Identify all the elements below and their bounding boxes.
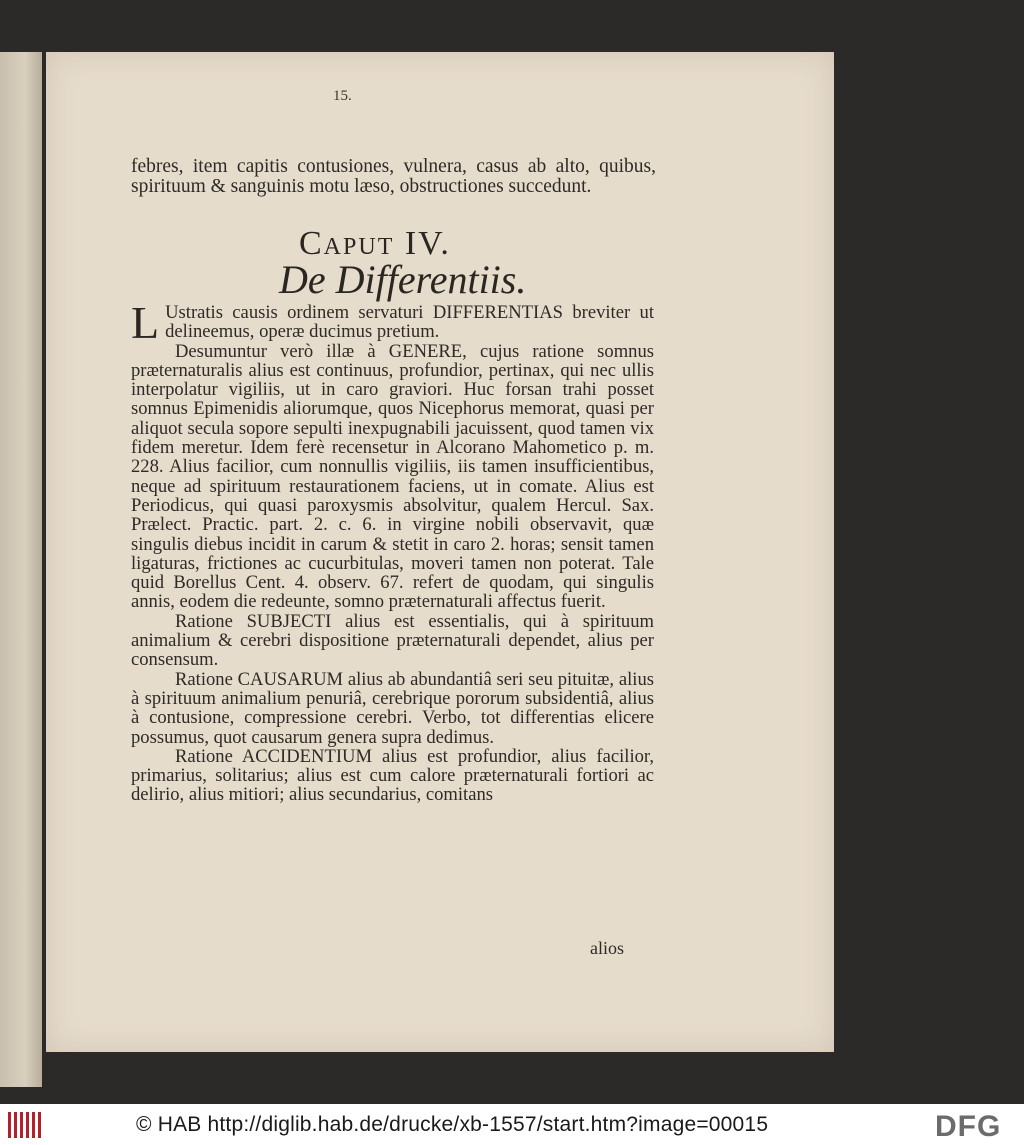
catchword: alios — [590, 938, 624, 958]
page-number: 15. — [333, 88, 352, 104]
paragraph-causarum: Ratione CAUSARUM alius ab abundantiâ seri seu pituitæ, alius à spirituum animalium penuriâ, cerebrique pororum subsidentiâ, alius à contusione, compressione cerebri. Verbo, tot differentias elicere possumus, quot causarum genera supra dedimus. — [131, 668, 654, 748]
drop-cap: L — [131, 297, 160, 348]
paragraph-intro: L Ustratis causis ordinem servaturi DIFFERENTIAS breviter ut delineemus, operæ ducimus pretium. — [131, 297, 654, 348]
adjacent-page-edge — [0, 52, 42, 1087]
dfg-logo: DFG — [935, 1110, 1002, 1143]
chapter-body — [131, 297, 654, 806]
paragraph-genere: Desumuntur verò illæ à GENERE, cujus ratione somnus præternaturalis alius est continuus, profundior, pertinax, qui nec ullis interpolatur vigiliis, ut in caro graviori. Huc forsan trahi posset somnus Epimenidis aliorumque, quos Nicephorus memorat, quasi per aliquot secula sopore sepulti inexpugnabili jacuissent, quod tamen vix fidem meretur. Idem ferè recensetur in Alcorano Mahometico p. m. 228. Alius facilior, cum nonnullis vigiliis, iis tamen insufficientibus, neque ad spirituum restaurationem faciens, ut in comate. Alius est Periodicus, qui quasi paroxysmis absolvitur, qualem Hercul. Sax. Prælect. Practic. part. 2. c. 6. in virgine nobili observavit, quæ singulis diebus incidit in carum & stetit in caro 2. horas; sensit tamen ligaturas, frictiones ac cucurbitulas, moveri tamen non poterat. Tale quid Borellus Cent. 4. observ. 67. refert de quodam, qui singulis annis, eodem die redeunte, somno præternaturali affectus fuerit. — [131, 340, 654, 613]
chapter-heading: Caput IV. — [299, 225, 451, 262]
paragraph-subjecti: Ratione SUBJECTI alius est essentialis, qui à spirituum animalium & cerebri dispositione præternaturali dependet, alius per consensum. — [131, 610, 654, 671]
hab-logo-icon — [6, 1110, 46, 1140]
footer-bar — [0, 1104, 1024, 1145]
chapter-subheading: De Differentiis. — [279, 257, 527, 302]
source-credit-link[interactable]: © HAB http://diglib.hab.de/drucke/xb-1557/start.htm?image=00015 — [136, 1113, 769, 1136]
paragraph-accidentium: Ratione ACCIDENTIUM alius est profundior, alius facilior, primarius, solitarius; alius est cum calore præternaturali fortiori ac delirio, alius mitiori; alius secundarius, comitans — [131, 745, 654, 806]
continued-paragraph: febres, item capitis contusiones, vulnera, casus ab alto, quibus, spirituum & sanguinis motu læso, obstructiones succedunt. — [131, 156, 656, 197]
